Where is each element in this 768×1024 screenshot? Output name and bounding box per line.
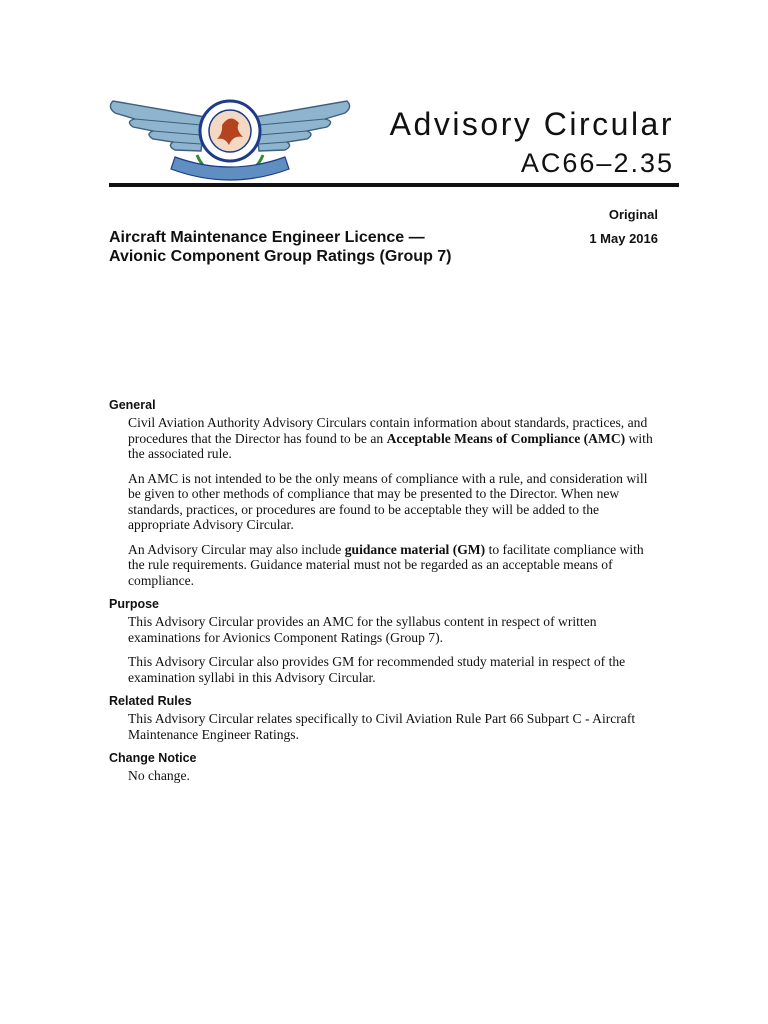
document-body bbox=[109, 398, 654, 793]
section-purpose bbox=[109, 597, 654, 685]
section-heading-related-rules: Related Rules bbox=[109, 694, 192, 708]
general-paragraph-2: An AMC is not intended to be the only means of compliance with a rule, and consideration will be given to other methods of compliance that may be presented to the Director. When new standards, practices, or procedures are found to be acceptable they will be added to the appropriate Advisory Circular. bbox=[128, 470, 648, 532]
section-general bbox=[109, 398, 654, 588]
section-heading-purpose: Purpose bbox=[109, 597, 160, 611]
subject-title bbox=[109, 228, 452, 266]
right-wing-icon bbox=[255, 101, 350, 151]
purpose-paragraph-2: This Advisory Circular also provides GM for recommended study material in respect of the examination syllabi in this Advisory Circular. bbox=[128, 654, 626, 685]
general-paragraph-3: An Advisory Circular may also include guidance material (GM) to facilitate compliance with the rule requirements. Guidance material must not be regarded as an acceptable means of compliance. bbox=[128, 541, 644, 588]
amc-term: Acceptable Means of Compliance (AMC) bbox=[386, 430, 626, 446]
section-heading-general: General bbox=[109, 398, 156, 412]
revision-status: Original bbox=[608, 207, 658, 222]
change-notice-paragraph-1: No change. bbox=[128, 768, 190, 783]
general-paragraph-1: Civil Aviation Authority Advisory Circulars contain information about standards, practices, and procedures that the Director has found to be an Acceptable Means of Compliance (AMC) with the associated rule. bbox=[128, 415, 653, 461]
subject-line-1: Aircraft Maintenance Engineer Licence — bbox=[109, 229, 425, 246]
section-related-rules bbox=[109, 694, 654, 742]
section-heading-change-notice: Change Notice bbox=[109, 751, 197, 765]
related-rules-paragraph-1: This Advisory Circular relates specifically to Civil Aviation Rule Part 66 Subpart C - Aircraft Maintenance Engineer Ratings. bbox=[128, 711, 636, 742]
purpose-paragraph-1: This Advisory Circular provides an AMC for the syllabus content in respect of written examinations for Avionics Component Ratings (Group 7). bbox=[128, 614, 597, 645]
left-wing-icon bbox=[110, 101, 205, 151]
section-change-notice bbox=[109, 751, 654, 784]
document-title: Advisory Circular bbox=[389, 106, 674, 142]
gm-term: guidance material (GM) bbox=[344, 541, 486, 557]
effective-date: 1 May 2016 bbox=[589, 231, 658, 246]
circular-number: AC66–2.35 bbox=[520, 148, 674, 178]
header-divider bbox=[109, 183, 679, 187]
casa-png-winged-logo bbox=[105, 95, 355, 185]
subject-line-2: Avionic Component Group Ratings (Group 7) bbox=[109, 248, 452, 265]
